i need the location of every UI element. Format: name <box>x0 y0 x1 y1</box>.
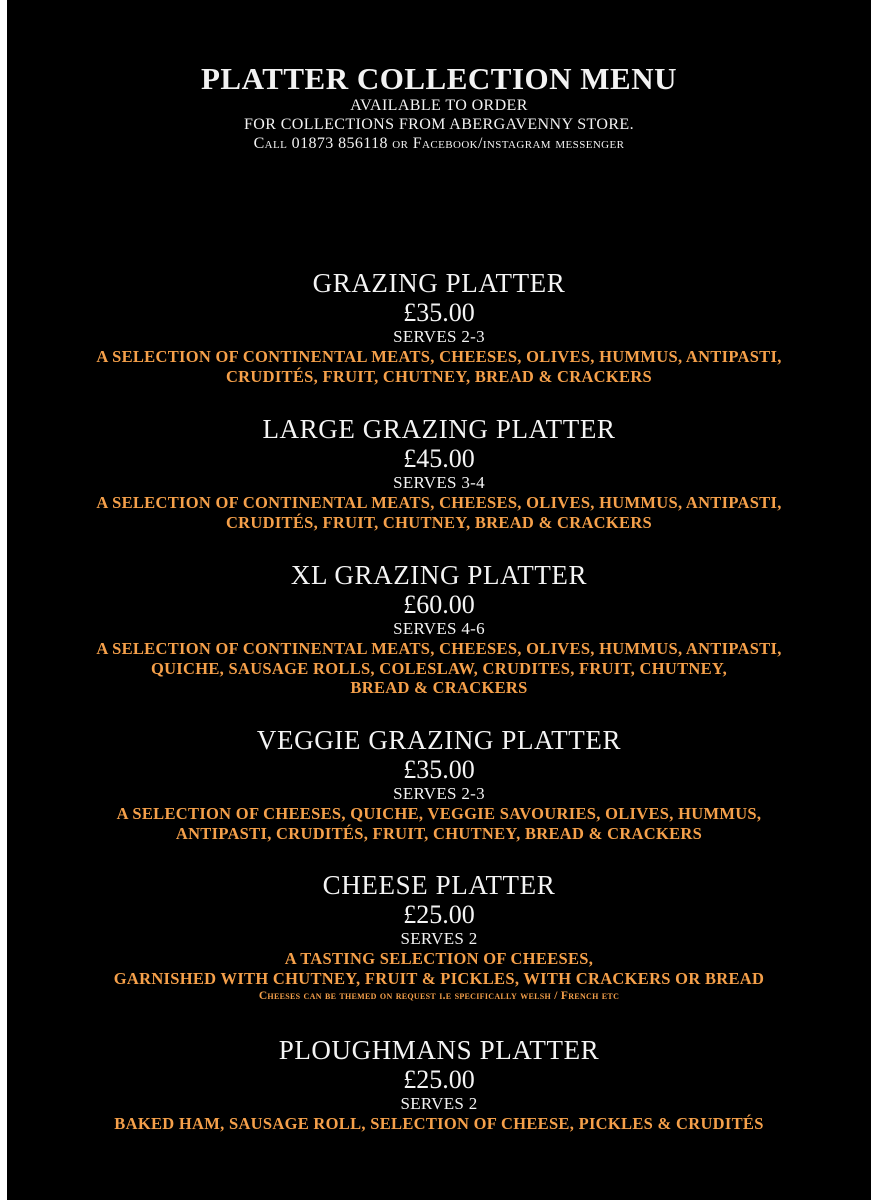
item-description-line: A SELECTION OF CONTINENTAL MEATS, CHEESES, OLIVES, HUMMUS, ANTIPASTI, <box>96 639 782 658</box>
item-serves: SERVES 2-3 <box>393 784 485 803</box>
item-description-line: BAKED HAM, SAUSAGE ROLL, SELECTION OF CHEESE, PICKLES & CRUDITÉS <box>114 1114 764 1133</box>
item-price: £35.00 <box>403 755 475 784</box>
menu-sheet <box>7 0 871 1200</box>
item-price: £35.00 <box>403 298 475 327</box>
item-price: £25.00 <box>403 1065 475 1094</box>
menu-item-veggie-grazing-platter <box>7 725 871 843</box>
contact-line: Call 01873 856118 or Facebook/instagram messenger <box>253 135 625 152</box>
item-description-line: A SELECTION OF CHEESES, QUICHE, VEGGIE SAVOURIES, OLIVES, HUMMUS, <box>116 804 762 823</box>
item-description-line: GARNISHED WITH CHUTNEY, FRUIT & PICKLES, WITH CRACKERS OR BREAD <box>113 968 765 988</box>
menu-item-large-grazing-platter <box>7 414 871 532</box>
menu-item-cheese-platter <box>7 870 871 1004</box>
item-description-line: A TASTING SELECTION OF CHEESES, <box>284 949 594 968</box>
item-serves: SERVES 3-4 <box>393 473 485 492</box>
item-price: £60.00 <box>403 590 475 619</box>
item-serves: SERVES 2-3 <box>393 327 485 346</box>
item-price: £45.00 <box>403 444 475 473</box>
item-description-line: BREAD & CRACKERS <box>350 678 528 697</box>
item-name: LARGE GRAZING PLATTER <box>262 414 616 444</box>
item-description-line: A SELECTION OF CONTINENTAL MEATS, CHEESES, OLIVES, HUMMUS, ANTIPASTI, <box>96 347 782 366</box>
item-name: CHEESE PLATTER <box>322 870 556 900</box>
menu-item-ploughmans-platter <box>7 1035 871 1134</box>
item-serves: SERVES 4-6 <box>393 619 485 638</box>
item-name: XL GRAZING PLATTER <box>290 560 588 590</box>
item-serves: SERVES 2 <box>400 929 478 948</box>
item-description-line: ANTIPASTI, CRUDITÉS, FRUIT, CHUTNEY, BREAD & CRACKERS <box>175 823 703 843</box>
menu-item-grazing-platter <box>7 268 871 386</box>
item-serves: SERVES 2 <box>400 1094 478 1113</box>
item-description-line: CRUDITÉS, FRUIT, CHUTNEY, BREAD & CRACKERS <box>225 512 653 532</box>
item-price: £25.00 <box>403 900 475 929</box>
item-description-line: QUICHE, SAUSAGE ROLLS, COLESLAW, CRUDITES, FRUIT, CHUTNEY, <box>150 658 728 678</box>
item-name: GRAZING PLATTER <box>312 268 566 298</box>
item-note: Cheeses can be themed on request i.e specifically welsh / French etc <box>258 990 620 1002</box>
collection-line: FOR COLLECTIONS FROM ABERGAVENNY STORE. <box>243 116 635 133</box>
menu-title: PLATTER COLLECTION MENU <box>201 61 677 96</box>
item-description-line: CRUDITÉS, FRUIT, CHUTNEY, BREAD & CRACKERS <box>225 366 653 386</box>
availability-line: AVAILABLE TO ORDER <box>350 97 528 114</box>
menu-header <box>7 62 871 153</box>
item-name: PLOUGHMANS PLATTER <box>278 1035 600 1065</box>
item-description-line: A SELECTION OF CONTINENTAL MEATS, CHEESES, OLIVES, HUMMUS, ANTIPASTI, <box>96 493 782 512</box>
menu-item-xl-grazing-platter <box>7 560 871 698</box>
item-name: VEGGIE GRAZING PLATTER <box>256 725 622 755</box>
